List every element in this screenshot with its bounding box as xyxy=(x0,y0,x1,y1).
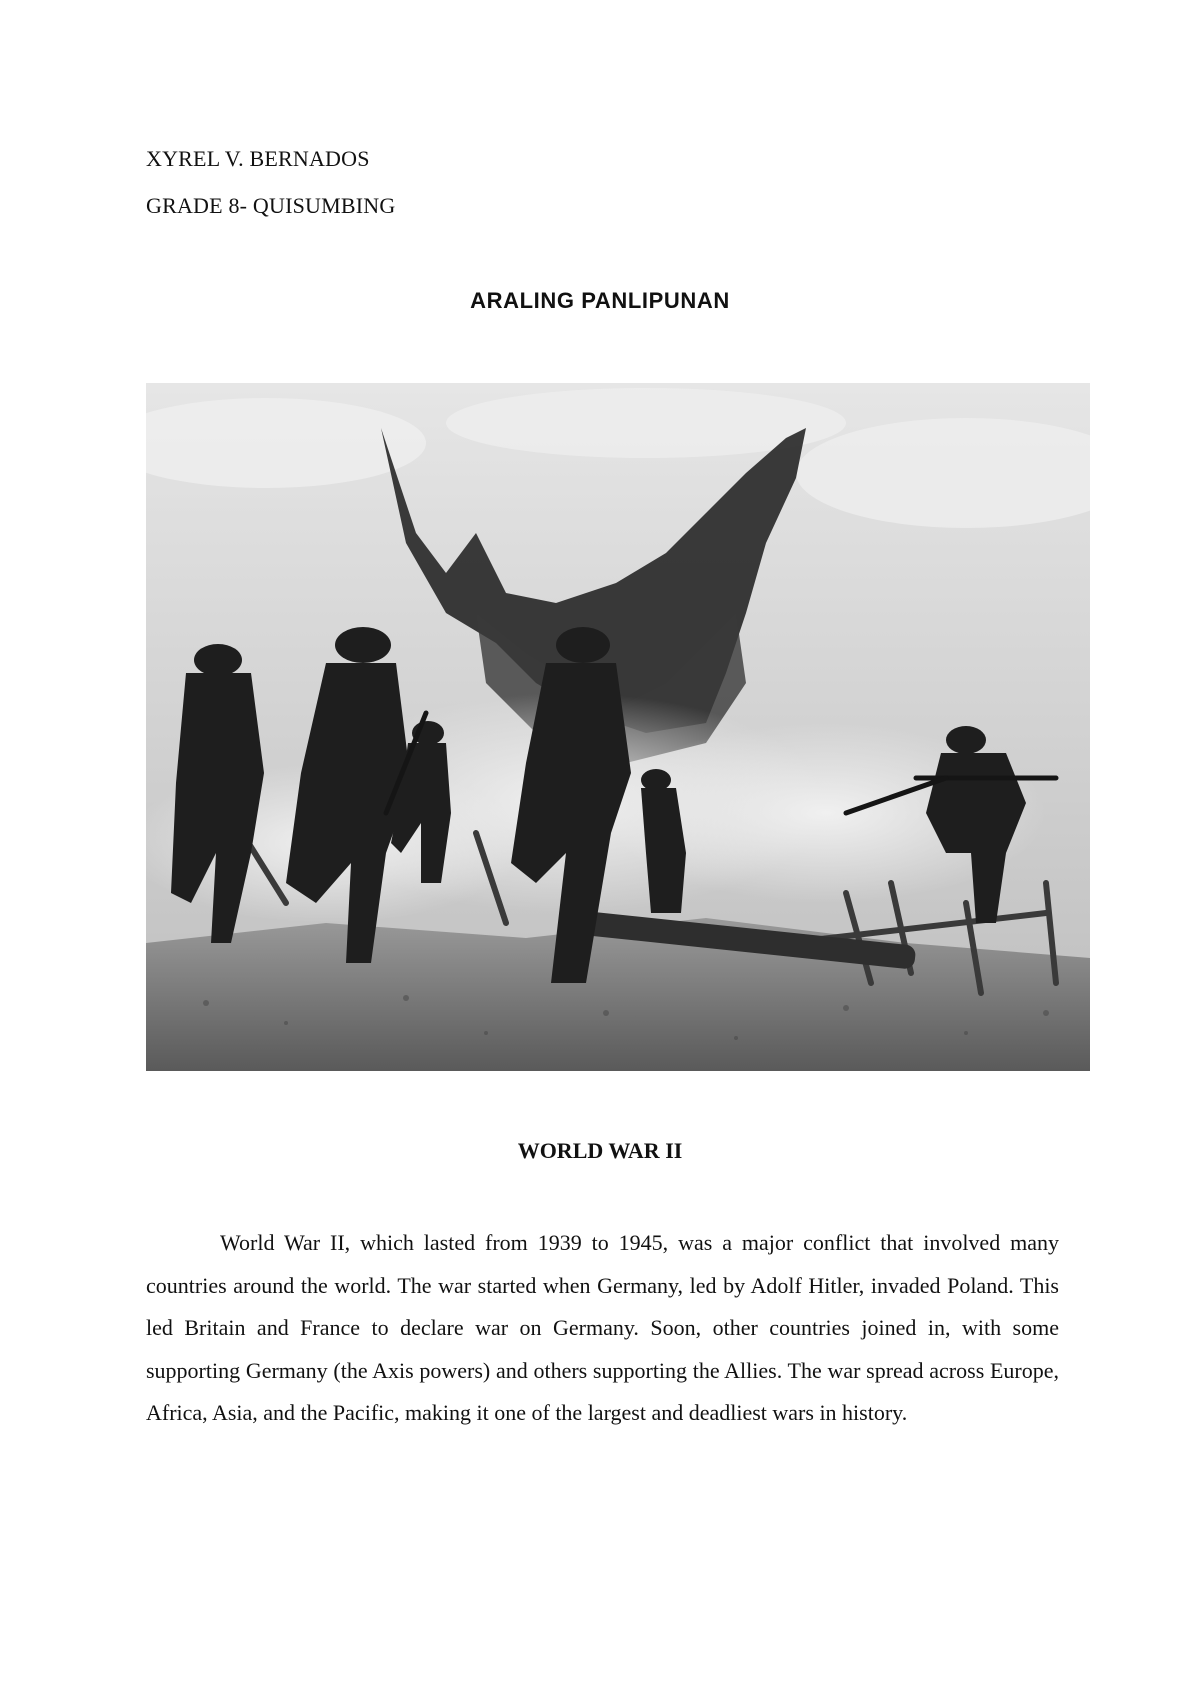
battle-photo-image xyxy=(146,383,1090,1071)
student-grade-section: GRADE 8- QUISUMBING xyxy=(146,193,396,218)
essay-paragraph: World War II, which lasted from 1939 to 1945, was a major conflict that involved many countries around the world. The war started when Germany, led by Adolf Hitler, invaded Poland. This led Britain and France to declare war on Germany. Soon, other countries joined in, with some supporting Germany (the Axis powers) and others supporting the Allies. The war spread across Europe, Africa, Asia, and the Pacific, making it one of the largest and deadliest wars in history. xyxy=(146,1230,1059,1425)
subject-title: ARALING PANLIPUNAN xyxy=(470,288,730,313)
section-title: WORLD WAR II xyxy=(517,1138,683,1163)
student-name: XYREL V. BERNADOS xyxy=(146,146,370,171)
battle-photo xyxy=(146,383,1090,1071)
